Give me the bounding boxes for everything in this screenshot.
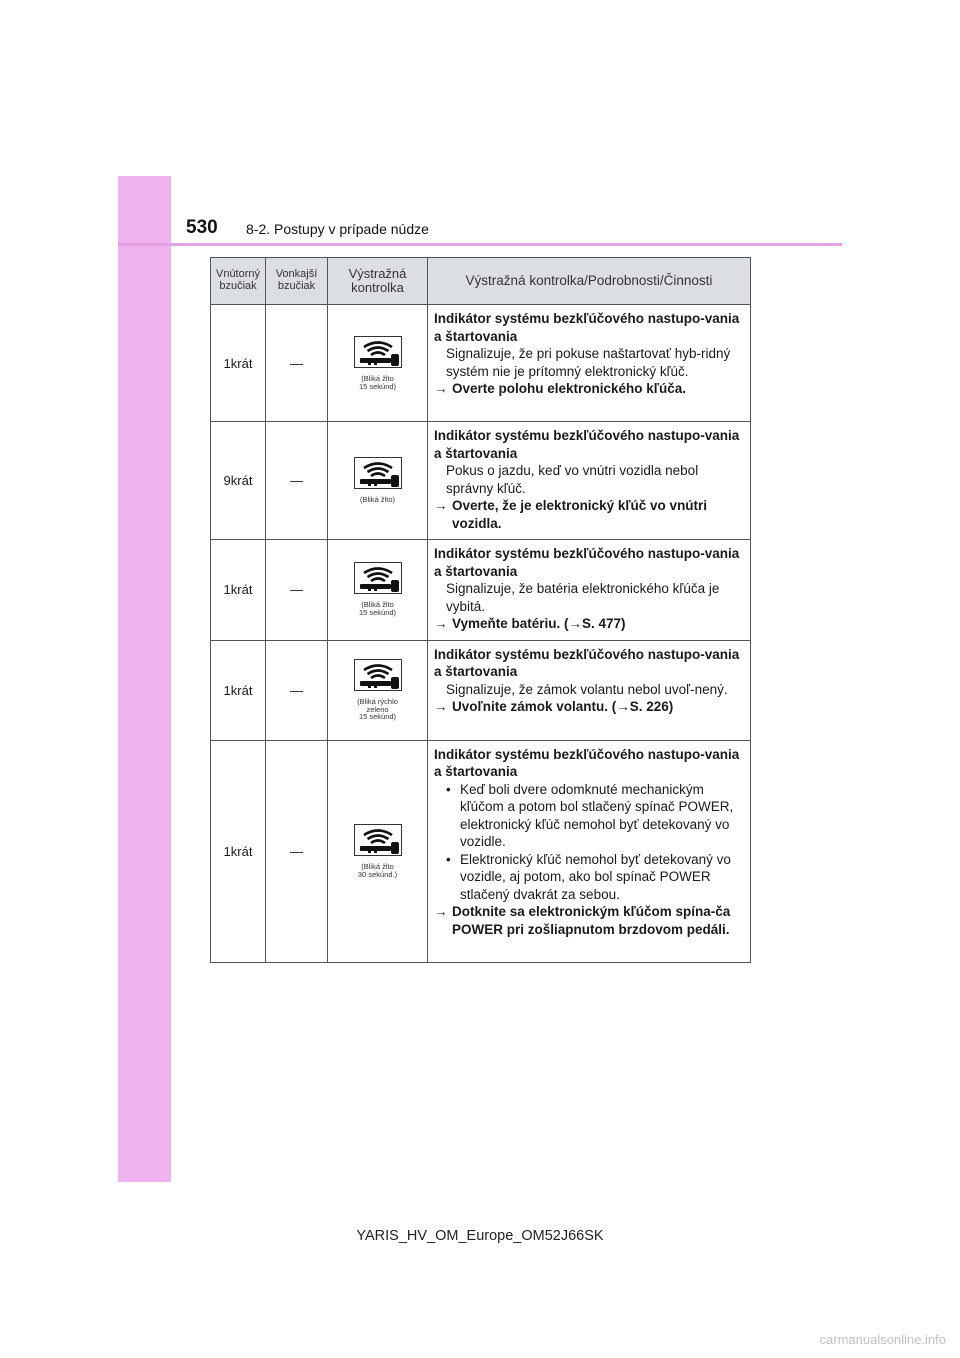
bullet-mark: • xyxy=(446,851,451,867)
inner-buzzer-count: 1krát xyxy=(211,740,266,962)
header-outer-buzzer: Vonkajší bzučiak xyxy=(266,258,328,305)
description-cell xyxy=(428,740,751,962)
table-row xyxy=(211,305,751,422)
lamp-caption: (Bliká žlto 15 sekúnd) xyxy=(358,373,397,391)
description-title: Indikátor systému bezkľúčového nastupo-vania a štartovania xyxy=(434,428,740,461)
arrow-icon: → xyxy=(434,498,448,513)
warning-lamp-cell xyxy=(328,540,428,641)
watermark: carmanualsonline.info xyxy=(819,1332,946,1347)
action-line xyxy=(434,615,746,633)
description-title: Indikátor systému bezkľúčového nastupo-vania a štartovania xyxy=(434,746,740,779)
smart-key-indicator-icon xyxy=(354,336,402,368)
description-title: Indikátor systému bezkľúčového nastupo-vania a štartovania xyxy=(434,546,740,579)
description-bullet xyxy=(434,851,746,904)
action-line xyxy=(434,497,746,532)
header-inner-buzzer: Vnútorný bzučiak xyxy=(211,258,266,305)
action-line xyxy=(434,380,746,398)
page-number: 530 xyxy=(186,217,218,238)
outer-buzzer-value: — xyxy=(266,305,328,422)
description-title: Indikátor systému bezkľúčového nastupo-vania a štartovania xyxy=(434,311,740,344)
action-text: Vymeňte batériu. (→S. 477) xyxy=(452,616,626,631)
table-row xyxy=(211,740,751,962)
lamp-caption: (Bliká žlto) xyxy=(359,495,395,505)
inner-buzzer-count: 1krát xyxy=(211,640,266,740)
arrow-icon: → xyxy=(434,381,448,396)
inner-buzzer-count: 9krát xyxy=(211,422,266,540)
warning-lamp-cell xyxy=(328,640,428,740)
action-text: Overte, že je elektronický kľúč vo vnútri vozidla. xyxy=(452,498,708,531)
table-row xyxy=(211,540,751,641)
smart-key-indicator-icon xyxy=(354,659,402,691)
header-rule xyxy=(118,243,842,246)
description-body: Pokus o jazdu, keď vo vnútri vozidla nebol správny kľúč. xyxy=(446,463,699,496)
warning-lamp-cell xyxy=(328,740,428,962)
outer-buzzer-value: — xyxy=(266,422,328,540)
action-text: Dotknite sa elektronickým kľúčom spína-ča POWER pri zošliapnutom brzdovom pedáli. xyxy=(452,904,731,937)
inner-buzzer-count: 1krát xyxy=(211,305,266,422)
warning-lamp-cell xyxy=(328,305,428,422)
action-text: Uvoľnite zámok volantu. (→S. 226) xyxy=(452,699,674,714)
description-body: Signalizuje, že batéria elektronického kľúča je vybitá. xyxy=(446,581,720,614)
outer-buzzer-value: — xyxy=(266,540,328,641)
side-band xyxy=(118,176,171,1182)
arrow-icon: → xyxy=(434,699,448,714)
table-row xyxy=(211,422,751,540)
lamp-caption: (Bliká žlto 30 sekúnd.) xyxy=(357,861,398,879)
arrow-icon: → xyxy=(434,616,448,631)
outer-buzzer-value: — xyxy=(266,740,328,962)
table-header-row xyxy=(211,258,751,305)
description-cell xyxy=(428,422,751,540)
description-body: Signalizuje, že pri pokuse naštartovať hyb-ridný systém nie je prítomný elektronický kľúč. xyxy=(446,346,731,379)
smart-key-indicator-icon xyxy=(354,824,402,856)
action-line xyxy=(434,698,746,716)
lamp-caption: (Bliká žlto 15 sekúnd) xyxy=(358,600,397,618)
warning-lamp-cell xyxy=(328,422,428,540)
arrow-icon: → xyxy=(434,904,448,919)
lamp-caption: (Bliká rýchlo zeleno 15 sekúnd) xyxy=(357,696,398,722)
description-cell xyxy=(428,640,751,740)
action-line xyxy=(434,903,746,938)
description-bullet xyxy=(434,781,746,851)
action-text: Overte polohu elektronického kľúča. xyxy=(452,381,687,396)
document-code: YARIS_HV_OM_Europe_OM52J66SK xyxy=(356,1228,604,1244)
description-body: Signalizuje, že zámok volantu nebol uvoľ-nený. xyxy=(446,681,728,697)
header-details: Výstražná kontrolka/Podrobnosti/Činnosti xyxy=(428,258,751,305)
table-row xyxy=(211,640,751,740)
description-title: Indikátor systému bezkľúčového nastupo-vania a štartovania xyxy=(434,646,740,679)
description-cell xyxy=(428,305,751,422)
smart-key-indicator-icon xyxy=(354,562,402,594)
section-title: 8-2. Postupy v prípade núdze xyxy=(246,221,429,237)
smart-key-indicator-icon xyxy=(354,457,402,489)
description-cell xyxy=(428,540,751,641)
header-warning-lamp: Výstražná kontrolka xyxy=(328,258,428,305)
bullet-text: Elektronický kľúč nemohol byť detekovaný vo vozidle, aj potom, ako bol spínač POWER stlačený dvakrát za sebou. xyxy=(460,851,731,902)
inner-buzzer-count: 1krát xyxy=(211,540,266,641)
bullet-mark: • xyxy=(446,781,451,797)
bullet-text: Keď boli dvere odomknuté mechanickým kľúčom a potom bol stlačený spínač POWER, elektronický kľúč nemohol byť detekovaný vo vozidle. xyxy=(460,781,734,849)
outer-buzzer-value: — xyxy=(266,640,328,740)
warning-table xyxy=(210,257,751,963)
